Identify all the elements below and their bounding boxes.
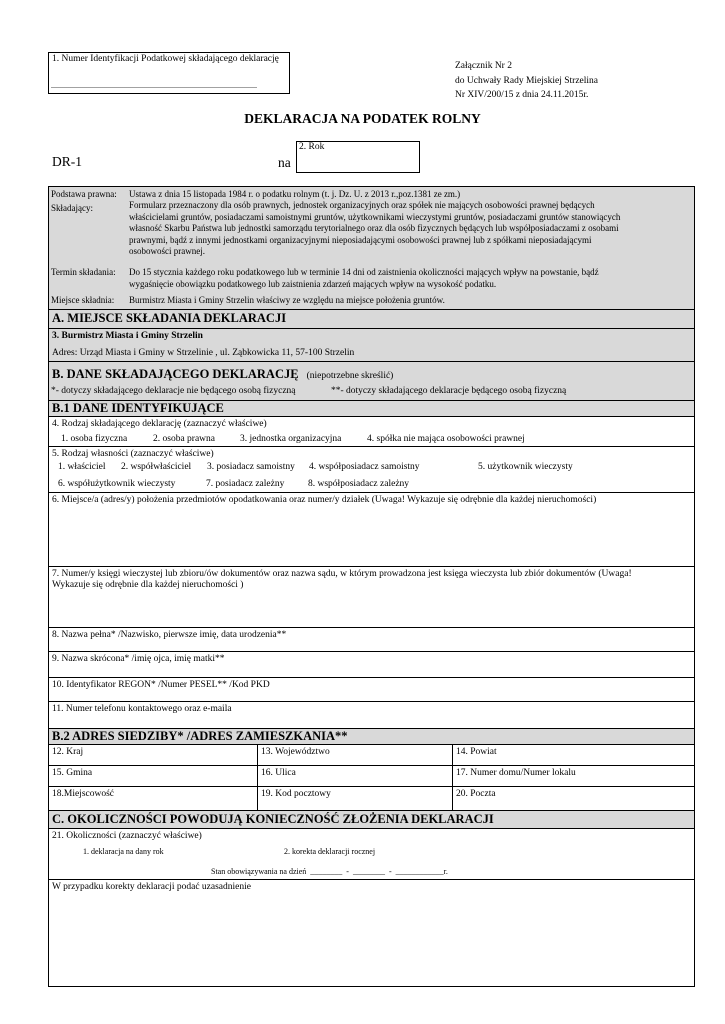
field4-option[interactable]: 1. osoba fizyczna [61, 434, 128, 444]
field-4[interactable] [48, 416, 695, 447]
field5-option[interactable]: 5. użytkownik wieczysty [478, 462, 573, 472]
field-11[interactable] [48, 701, 695, 729]
annex-line-3: Nr XIV/200/15 z dnia 24.11.2015r. [455, 90, 589, 100]
address-cell-label: 14. Powiat [456, 747, 497, 757]
year-box[interactable] [296, 141, 420, 173]
field-7[interactable] [48, 566, 695, 628]
field5-option[interactable]: 4. współposiadacz samoistny [309, 462, 420, 472]
field5-option[interactable]: 3. posiadacz samoistny [207, 462, 295, 472]
section-b-title: B. DANE SKŁADAJĄCEGO DEKLARACJĘ [52, 367, 299, 381]
field5-option[interactable]: 8. współposiadacz zależny [308, 479, 410, 489]
section-c-header [48, 810, 695, 829]
address-cell-label: 20. Poczta [456, 789, 496, 799]
section-a-body [48, 328, 695, 362]
address-row [48, 765, 695, 787]
filer-line: prawnymi, bądź z innymi jednostkami organizacyjnymi nieposiadającymi osobowości prawnej lub z spółkami nieposiadającymi [129, 234, 592, 245]
address-cell[interactable] [48, 744, 258, 766]
place-label: Miejsce składnia: [51, 295, 115, 305]
address-cell-label: 12. Kraj [52, 747, 84, 757]
section-a-header [48, 309, 695, 329]
address-cell[interactable] [48, 786, 258, 811]
address-row [48, 786, 695, 811]
circumstance-option-correction[interactable]: 2. korekta deklaracji rocznej [284, 847, 376, 856]
deadline-label: Termin składania: [51, 267, 116, 277]
field-7-label [49, 567, 694, 593]
filer-line: Formularz przeznaczony dla osób prawnych, jednostek organizacyjnych oraz spółek nie mających osobowości prawnej będących [129, 200, 595, 210]
section-b2-title: B.2 ADRES SIEDZIBY* /ADRES ZAMIESZKANIA** [52, 729, 348, 743]
field5-option[interactable]: 6. współużytkownik wieczysty [58, 479, 176, 489]
annex-block [455, 59, 598, 103]
basis-label: Podstawa prawna: [51, 189, 117, 199]
address-cell[interactable] [452, 765, 695, 787]
filer-label: Składający: [51, 203, 93, 213]
section-b1-header [48, 400, 695, 417]
justification-field[interactable] [48, 879, 695, 987]
field-10-label: 10. Identyfikator REGON* /Numer PESEL** /Kod PKD [52, 680, 270, 690]
field-6[interactable] [48, 492, 695, 567]
note-legal-person: *- dotyczy składającego deklaracje nie będącego osobą fizyczną [51, 386, 296, 396]
nip-label: 1. Numer Identyfikacji Podatkowej składającego deklarację [52, 54, 279, 64]
field4-option[interactable]: 4. spółka nie mająca osobowości prawnej [367, 434, 525, 444]
field-10[interactable] [48, 677, 695, 702]
justification-label: W przypadku korekty deklaracji podać uzasadnienie [52, 882, 251, 892]
field-8-label: 8. Nazwa pełna* /Nazwisko, pierwsze imię, data urodzenia** [52, 630, 287, 640]
address-cell-label: 18.Miejscowość [52, 789, 115, 799]
nip-box[interactable] [48, 52, 290, 94]
field-8[interactable] [48, 627, 695, 652]
legal-block [48, 186, 695, 310]
field-5[interactable] [48, 446, 695, 493]
address-cell[interactable] [257, 744, 453, 766]
field-9-label: 9. Nazwa skrócona* /imię ojca, imię matki** [52, 654, 225, 664]
address-row [48, 744, 695, 766]
field4-option[interactable]: 2. osoba prawna [153, 434, 215, 444]
section-b-note: (niepotrzebne skreślić) [306, 371, 394, 381]
deadline-line: wygaśnięcie obowiązku podatkowego lub zaistnienia zdarzeń mających wpływ na wysokość podatku. [129, 278, 497, 289]
address-cell[interactable] [257, 765, 453, 787]
annex-line-1: Załącznik Nr 2 [455, 61, 512, 71]
address-cell[interactable] [257, 786, 453, 811]
address-cell[interactable] [452, 744, 695, 766]
field-4-label: 4. Rodzaj składającego deklarację (zaznaczyć właściwe) [52, 419, 267, 429]
filer-text [129, 200, 620, 258]
filer-line: osobowości prawnej. [129, 246, 205, 256]
field-7-line: Wykazuje się odrębnie dla każdej nieruchomości ) [52, 580, 244, 590]
deadline-text [129, 267, 599, 290]
section-c-title: C. OKOLICZNOŚCI POWODUJĄ KONIECZNOŚĆ ZŁOŻENIA DEKLARACJI [52, 812, 494, 826]
recipient: 3. Burmistrz Miasta i Gminy Strzelin [52, 331, 203, 341]
address-cell-label: 13. Województwo [261, 747, 330, 757]
field-21[interactable] [48, 828, 695, 880]
section-a-title: A. MIEJSCE SKŁADANIA DEKLARACJI [52, 311, 287, 325]
address-cell-label: 17. Numer domu/Numer lokalu [456, 768, 576, 778]
field-6-label: 6. Miejsce/a (adres/y) położenia przedmiotów opodatkowania oraz numer/y działek (Uwaga! Wykazuje się odrębnie dla każdej nieruchomości) [52, 495, 597, 505]
effective-date[interactable]: Stan obowiązywania na dzień ________ - ________ - ____________r. [211, 867, 448, 876]
section-b2-header [48, 728, 695, 745]
field5-option[interactable]: 1. właściciel [58, 462, 106, 472]
address-cell-label: 19. Kod pocztowy [261, 789, 331, 799]
nip-dots: ....................................................................................................... [51, 81, 257, 90]
form-code: DR-1 [52, 154, 82, 169]
field5-option[interactable]: 2. współwłaściciel [121, 462, 192, 472]
field-11-label: 11. Numer telefonu kontaktowego oraz e-maila [52, 704, 232, 714]
filer-line: właścicielami gruntów, posiadaczami samoistnymi gruntów, użytkownikami wieczystymi gruntów, posiadaczami gruntów stanowiących [129, 211, 621, 222]
deadline-line: Do 15 stycznia każdego roku podatkowego lub w terminie 14 dni od zaistnienia okoliczności mających wpływ na powstanie, bądź [129, 267, 599, 277]
na-label: na [278, 155, 291, 170]
address-cell-label: 16. Ulica [261, 768, 296, 778]
filer-line: własność Skarbu Państwa lub jednostki samorządu terytorialnego oraz dla osób fizycznych będących lub współposiadaczami z osobami [129, 223, 619, 233]
field-9[interactable] [48, 651, 695, 678]
address-cell[interactable] [48, 765, 258, 787]
year-label: 2. Rok [299, 142, 325, 152]
field-5-label: 5. Rodzaj własności (zaznaczyć właściwe) [52, 449, 214, 459]
annex-line-2: do Uchwały Rady Miejskiej Strzelina [455, 75, 598, 86]
field-7-line: 7. Numer/y księgi wieczystej lub zbioru/ów dokumentów oraz nazwa sądu, w którym prowadzona jest księga wieczysta lub zbiór dokumentów (Uwaga! [52, 569, 632, 579]
section-b-header [48, 361, 695, 401]
recipient-address: Adres: Urząd Miasta i Gminy w Strzelinie , ul. Ząbkowicka 11, 57-100 Strzelin [52, 348, 355, 358]
field4-option[interactable]: 3. jednostka organizacyjna [240, 434, 342, 444]
field-21-label: 21. Okoliczności (zaznaczyć właściwe) [52, 831, 202, 841]
note-natural-person: **- dotyczy składającego deklaracje będącego osobą fizyczną [331, 386, 567, 396]
address-cell[interactable] [452, 786, 695, 811]
place-text: Burmistrz Miasta i Gminy Strzelin właściwy ze względu na miejsce położenia gruntów. [129, 295, 445, 305]
page-title: DEKLARACJA NA PODATEK ROLNY [244, 111, 481, 126]
basis-text: Ustawa z dnia 15 listopada 1984 r. o podatku rolnym (t. j. Dz. U. z 2013 r.,poz.1381 ze zm.) [129, 189, 461, 199]
section-b1-title: B.1 DANE IDENTYFIKUJĄCE [52, 401, 224, 415]
circumstance-option-annual[interactable]: 1. deklaracja na dany rok [83, 847, 164, 856]
section-b-title-wrap [52, 365, 393, 383]
address-cell-label: 15. Gmina [52, 768, 93, 778]
field5-option[interactable]: 7. posiadacz zależny [206, 479, 285, 489]
